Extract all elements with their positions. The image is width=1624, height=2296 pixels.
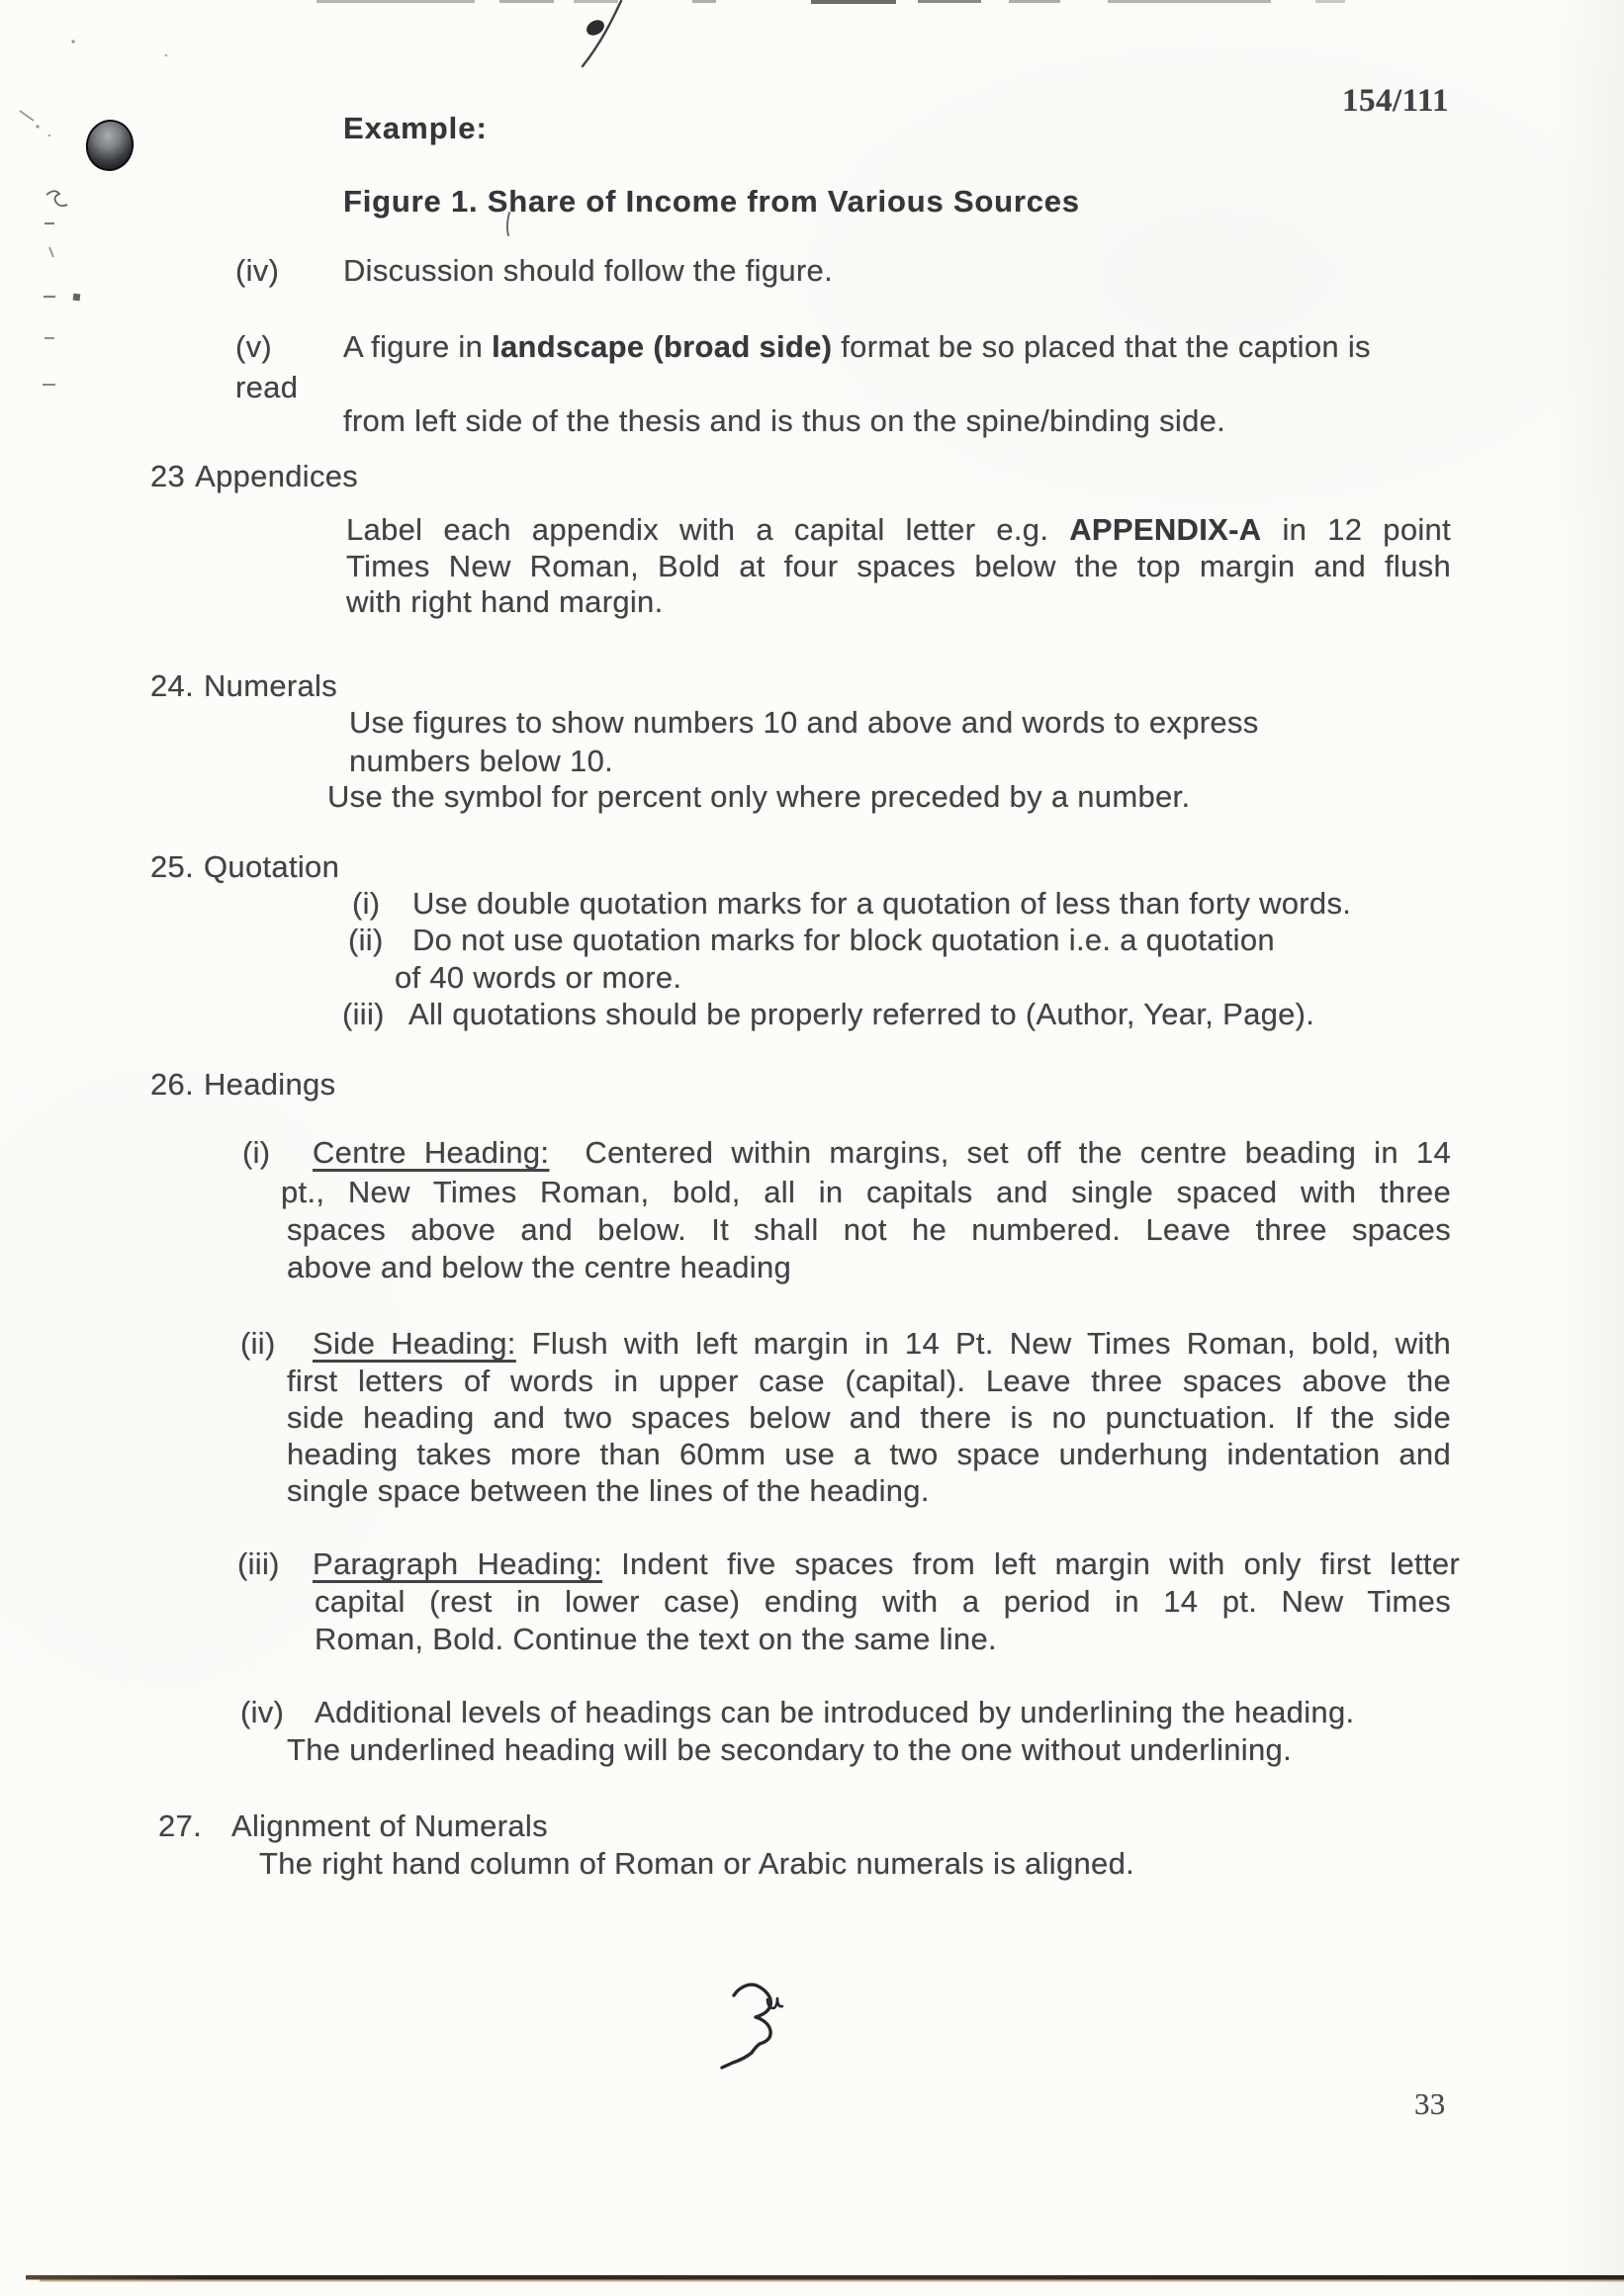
section-23-line-1: Label each appendix with a capital letter e.g. APPENDIX-A in 12 point bbox=[346, 512, 1451, 547]
section-24-line-3: Use the symbol for percent only where preceded by a number. bbox=[327, 779, 1191, 814]
section-24-heading: 24. Numerals bbox=[150, 668, 338, 703]
item-v-hang-word: read bbox=[235, 370, 299, 404]
headings-i-line-1: Centre Heading: Centered within margins, set off the centre beading in 14 bbox=[313, 1135, 1452, 1170]
headings-iv-marker: (iv) bbox=[240, 1695, 285, 1729]
bottom-edge-line bbox=[26, 2275, 1624, 2282]
section-24-line-2: numbers below 10. bbox=[349, 744, 614, 778]
section-27-line-1: The right hand column of Roman or Arabic numerals is aligned. bbox=[259, 1846, 1135, 1881]
headings-i-marker: (i) bbox=[242, 1135, 271, 1170]
section-23-heading: 23 Appendices bbox=[150, 459, 359, 493]
headings-i-line-2: pt., New Times Roman, bold, all in capitals and single spaced with three bbox=[281, 1175, 1451, 1209]
scan-shading-right bbox=[1553, 0, 1624, 2296]
headings-iii-line-2: capital (rest in lower case) ending with a period in 14 pt. New Times bbox=[315, 1584, 1451, 1619]
headings-ii-line-2: first letters of words in upper case (capital). Leave three spaces above the bbox=[287, 1364, 1451, 1398]
headings-ii-line-3: side heading and two spaces below and there is no punctuation. If the side bbox=[287, 1400, 1451, 1435]
headings-iii-line-3: Roman, Bold. Continue the text on the same line. bbox=[315, 1622, 997, 1656]
item-v-marker: (v) bbox=[235, 329, 273, 364]
page-number: 33 bbox=[1414, 2086, 1446, 2121]
item-iv-text: Discussion should follow the figure. bbox=[343, 253, 833, 288]
top-edge-artifact bbox=[316, 0, 1345, 4]
side-heading-underlined: Side Heading: bbox=[313, 1326, 516, 1361]
item-v-continuation: from left side of the thesis and is thus on the spine/binding side. bbox=[343, 403, 1226, 438]
bold-landscape: landscape (broad side) bbox=[492, 329, 833, 364]
section-23-line-2: Times New Roman, Bold at four spaces below the top margin and flush bbox=[346, 549, 1451, 583]
section-26-heading: 26. Headings bbox=[150, 1067, 336, 1102]
quotation-ii-continuation: of 40 words or more. bbox=[395, 960, 682, 995]
item-iv-marker: (iv) bbox=[235, 253, 280, 288]
headings-iii-line-1: Paragraph Heading: Indent five spaces from left margin with only first letter bbox=[313, 1546, 1460, 1581]
quotation-ii-text: Do not use quotation marks for block quotation i.e. a quotation bbox=[412, 923, 1275, 957]
section-27-heading: 27. Alignment of Numerals bbox=[158, 1809, 548, 1843]
headings-iii-marker: (iii) bbox=[237, 1546, 280, 1581]
section-24-line-1: Use figures to show numbers 10 and above and words to express bbox=[349, 705, 1259, 740]
headings-ii-line-5: single space between the lines of the heading. bbox=[287, 1473, 930, 1508]
item-v-text: A figure in landscape (broad side) format be so placed that the caption is bbox=[343, 329, 1371, 364]
section-23-line-3: with right hand margin. bbox=[346, 584, 664, 619]
quotation-iii-marker: (iii) bbox=[342, 997, 385, 1031]
quotation-iii-text: All quotations should be properly referred to (Author, Year, Page). bbox=[408, 997, 1315, 1031]
document-stamp: 154/111 bbox=[1342, 83, 1450, 119]
margin-specks bbox=[20, 40, 167, 385]
headings-ii-marker: (ii) bbox=[240, 1326, 276, 1361]
centre-heading-underlined: Centre Heading: bbox=[313, 1135, 550, 1170]
paragraph-heading-underlined: Paragraph Heading: bbox=[313, 1546, 603, 1581]
pen-stroke-top bbox=[583, 1, 621, 66]
example-label: Example: bbox=[343, 111, 488, 145]
headings-iv-line-2: The underlined heading will be secondary to the one without underlining. bbox=[287, 1732, 1292, 1767]
headings-i-line-4: above and below the centre heading bbox=[287, 1250, 792, 1284]
hole-punch-mark bbox=[82, 117, 136, 174]
headings-iv-line-1: Additional levels of headings can be introduced by underlining the heading. bbox=[315, 1695, 1355, 1729]
figure-caption: Figure 1. Share of Income from Various Sources bbox=[343, 184, 1080, 219]
quotation-i-marker: (i) bbox=[352, 886, 381, 921]
headings-ii-line-4: heading takes more than 60mm use a two space underhung indentation and bbox=[287, 1437, 1451, 1471]
headings-ii-line-1: Side Heading: Flush with left margin in 14 Pt. New Times Roman, bold, with bbox=[313, 1326, 1452, 1361]
handwritten-mark bbox=[722, 1985, 782, 2068]
headings-i-line-3: spaces above and below. It shall not he numbered. Leave three spaces bbox=[287, 1212, 1451, 1247]
pen-ink-blob bbox=[584, 17, 606, 39]
bold-appendix-a: APPENDIX-A bbox=[1069, 512, 1262, 547]
quotation-ii-marker: (ii) bbox=[348, 923, 384, 957]
quotation-i-text: Use double quotation marks for a quotation of less than forty words. bbox=[412, 886, 1352, 921]
section-25-heading: 25. Quotation bbox=[150, 849, 340, 884]
